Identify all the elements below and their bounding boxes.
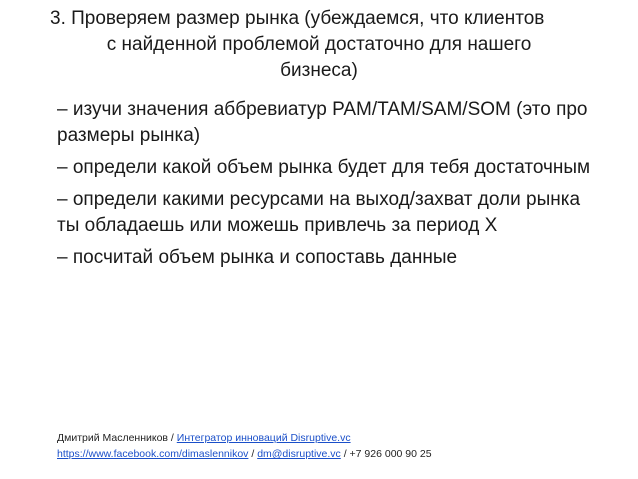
phone-number: / +7 926 000 90 25 <box>340 448 432 460</box>
author-name: Дмитрий Масленников / <box>57 432 177 444</box>
title-line-2: с найденной проблемой достаточно для нашего <box>106 34 532 55</box>
bullet-item: – определи какими ресурсами на выход/захват доли рынка ты обладаешь или можешь привлечь за период Х <box>57 189 581 236</box>
title-line-3: бизнеса) <box>280 60 358 81</box>
email-link[interactable]: dm@disruptive.vc <box>257 448 341 460</box>
footer-line-2 <box>57 446 432 462</box>
bullet-item: – посчитай объем рынка и сопоставь данные <box>57 247 458 268</box>
bullet-item: – изучи значения аббревиатур PAM/TAM/SAM/SOM (это про размеры рынка) <box>57 99 588 146</box>
facebook-link[interactable]: https://www.facebook.com/dimaslennikov <box>57 448 249 460</box>
bullet-list <box>57 97 597 277</box>
footer-contacts <box>57 430 432 462</box>
slide-title <box>40 6 598 84</box>
bullet-item: – определи какой объем рынка будет для тебя достаточным <box>57 157 591 178</box>
org-link[interactable]: Интегратор инноваций Disruptive.vc <box>176 432 351 444</box>
footer-separator: / <box>248 448 258 460</box>
footer-line-1 <box>57 430 432 446</box>
title-line-1: 3. Проверяем размер рынка (убеждаемся, что клиентов <box>50 8 545 29</box>
